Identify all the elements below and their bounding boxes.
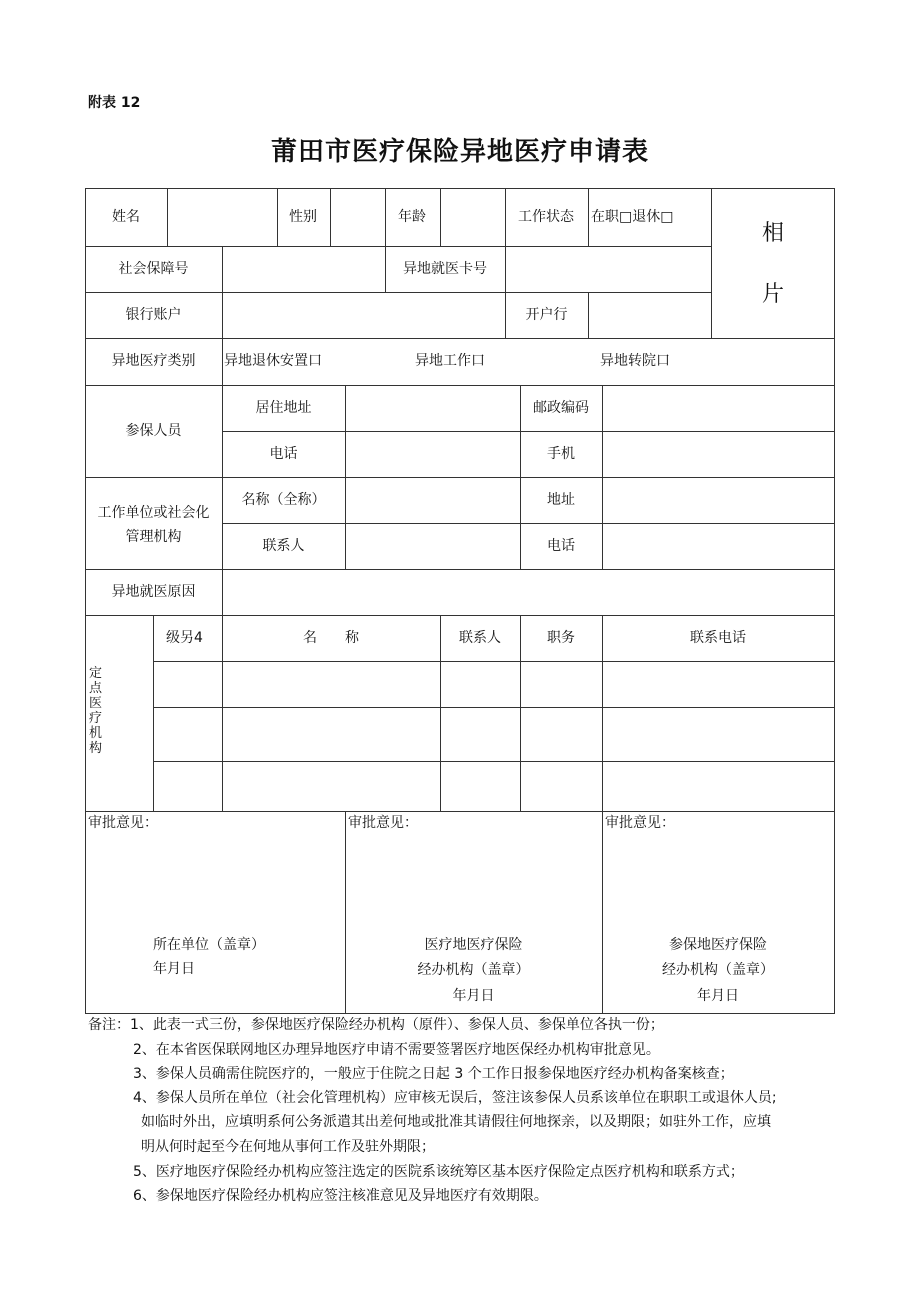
remote-card-label: 异地就医卡号 [403,261,487,277]
gender-label: 性别 [289,209,317,225]
category-option-transfer[interactable]: 异地转院口 [600,353,670,369]
remote-card-input[interactable] [506,247,710,291]
bank-account-label: 银行账户 [125,307,182,323]
mobile-label: 手机 [547,446,575,462]
note-5: 5、医疗地医疗保险经办机构应签注选定的医院系该统筹区基本医疗保险定点医疗机构和联系方式； [133,1164,744,1180]
approval-insured-org-2: 经办机构（盖章） [662,962,774,978]
hospitals-label: 定点医疗机构 [89,666,103,756]
name-input[interactable] [168,190,276,245]
employer-name-label: 名称（全称） [241,492,326,508]
approval-insured-date: 年月日 [697,988,739,1004]
approval-insured-org-1: 参保地医疗保险 [669,937,767,953]
mobile-input[interactable] [603,432,833,476]
insured-label: 参保人员 [125,423,182,439]
note-3: 3、参保人员确需住院医疗的，一般应于住院之日起 3 个工作日报参保地医疗经办机构备案核查； [133,1066,734,1082]
bank-account-input[interactable] [223,293,504,337]
postcode-input[interactable] [603,386,833,430]
employer-label-1: 工作单位或社会化 [97,505,210,521]
note-4: 4、参保人员所在单位（社会化管理机构）应审核无误后，签注该参保人员系该单位在职职工或退休人员; [133,1090,777,1106]
hospital-header-level: 级另4 [166,630,203,646]
photo-label-2: 片 [762,282,785,307]
age-label: 年龄 [398,209,426,225]
bank-label: 开户行 [525,307,568,323]
gender-input[interactable] [331,190,384,245]
name-label: 姓名 [112,209,140,225]
address-label: 居住地址 [255,400,312,416]
social-security-label: 社会保障号 [118,261,189,277]
employer-address-label: 地址 [547,492,575,508]
approval-employer-date: 年月日 [153,961,195,977]
hospital-header-contact: 联系人 [459,630,501,646]
note-2: 2、在本省医保联网地区办理异地医疗申请不需要签署医疗地医保经办机构审批意见。 [133,1042,660,1058]
employer-phone-label: 电话 [547,538,575,554]
hospital-header-position: 职务 [547,630,575,646]
reason-label: 异地就医原因 [111,584,196,600]
form-title: 莆田市医疗保险异地医疗申请表 [270,137,649,167]
category-option-work[interactable]: 异地工作口 [415,353,485,369]
age-input[interactable] [441,190,504,245]
approval-employer-label: 审批意见： [88,815,158,831]
approval-insured-label: 审批意见： [605,815,675,831]
work-status-checkboxes[interactable]: 在职□退休□ [591,209,674,225]
work-status-label: 工作状态 [518,209,574,225]
approval-medical-label: 审批意见： [348,815,418,831]
postcode-label: 邮政编码 [533,400,589,416]
note-4-continued-2: 明从何时起至今在何地从事何工作及驻外期限； [141,1139,435,1155]
address-input[interactable] [346,386,519,430]
category-option-retirement[interactable]: 异地退休安置口 [224,353,322,369]
approval-medical-org-2: 经办机构（盖章） [417,962,530,978]
bank-input[interactable] [589,293,710,337]
attachment-label: 附表 12 [88,95,141,111]
note-4-continued-1: 如临时外出，应填明系何公务派遣其出差何地或批准其请假往何地探亲，以及期限；如驻外工作，应填 [141,1114,771,1130]
phone-label: 电话 [269,446,298,462]
note-6: 6、参保地医疗保险经办机构应签注核准意见及异地医疗有效期限。 [133,1188,548,1204]
hospital-header-name: 名 称 [303,630,359,646]
approval-medical-date: 年月日 [452,988,495,1004]
employer-contact-label: 联系人 [262,538,305,554]
reason-input[interactable] [223,570,833,614]
photo-label-1: 相 [762,221,785,246]
hospital-header-phone: 联系电话 [690,630,746,646]
social-security-input[interactable] [223,247,384,291]
approval-employer-org: 所在单位（盖章） [153,937,265,953]
note-1: 备注：1、此表一式三份，参保地医疗保险经办机构（原件）、参保人员、参保单位各执一份； [88,1017,664,1033]
phone-input[interactable] [346,432,519,476]
approval-medical-org-1: 医疗地医疗保险 [424,937,523,953]
employer-label-2: 管理机构 [125,529,182,545]
category-label: 异地医疗类别 [111,353,196,369]
